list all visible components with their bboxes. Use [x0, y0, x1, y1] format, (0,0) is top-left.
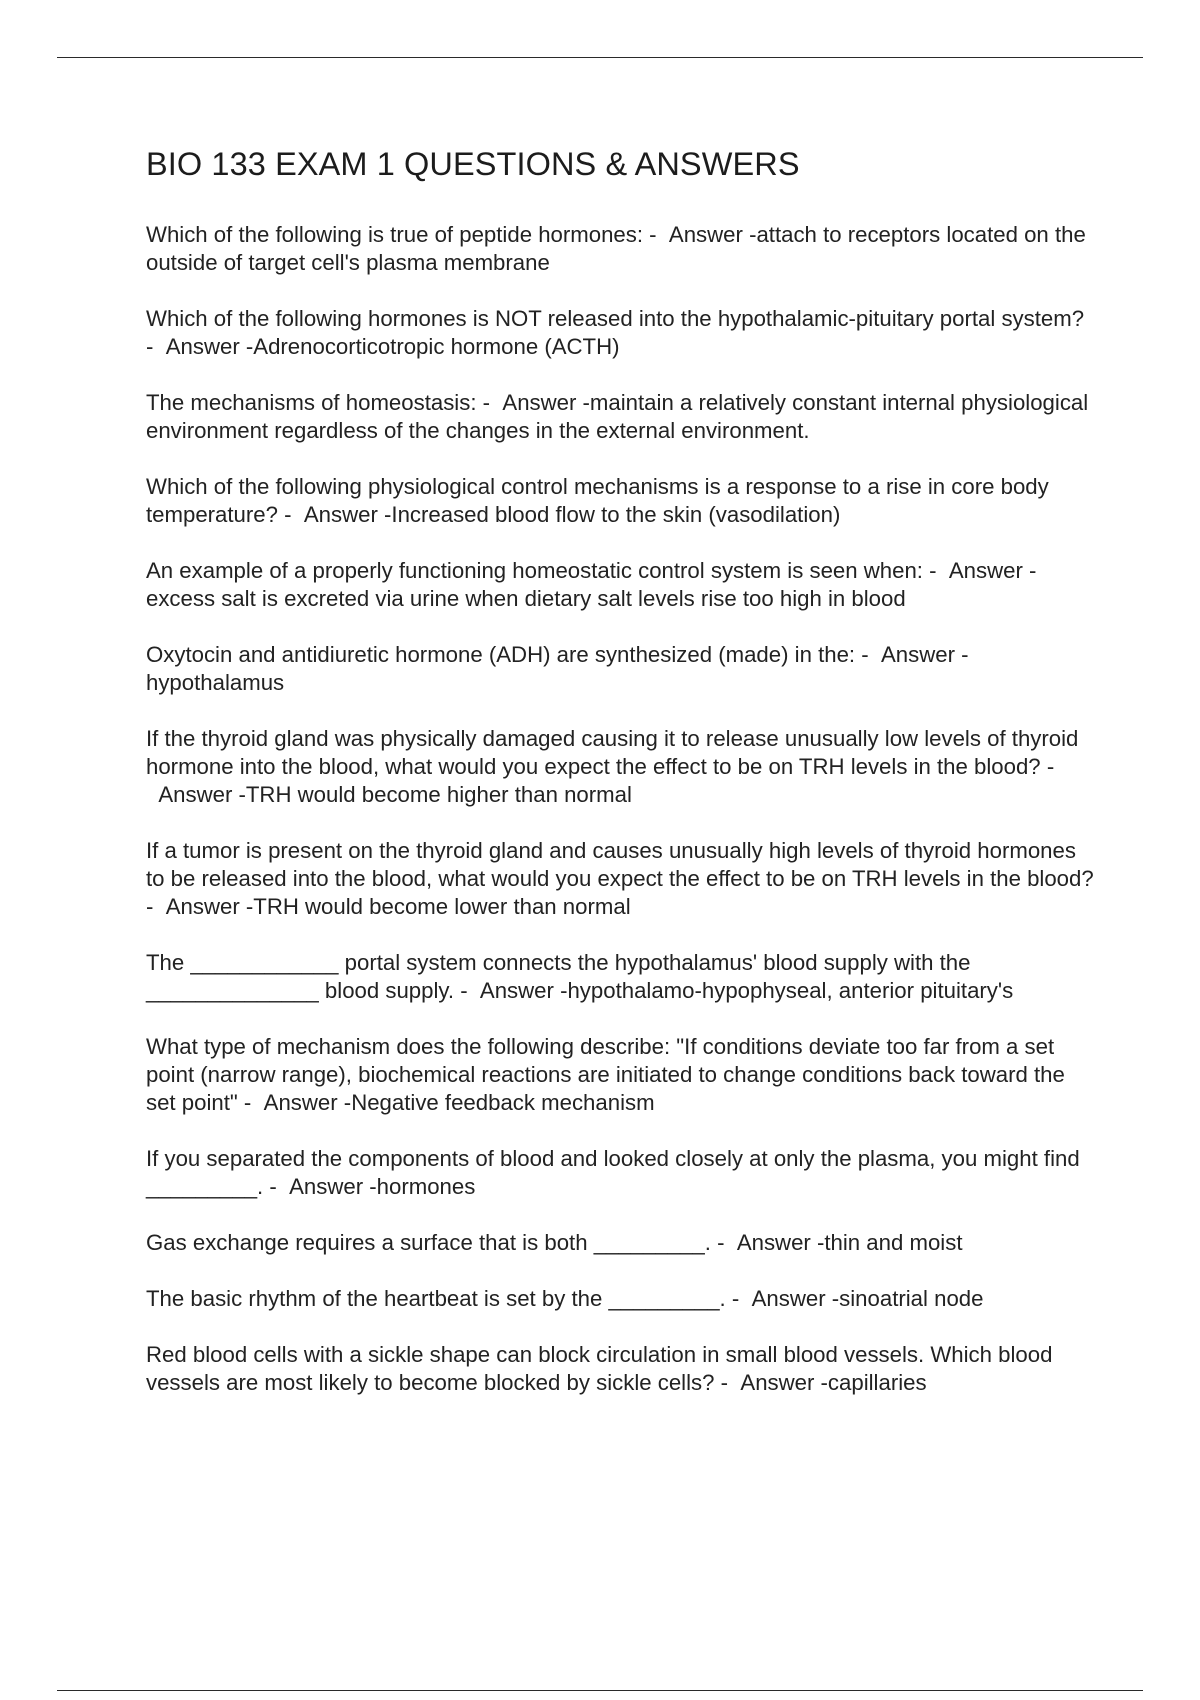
answer-text: Answer -Increased blood flow to the skin (vasodilation) [303, 502, 841, 527]
qa-item [146, 725, 1096, 809]
qa-item [146, 1285, 1096, 1313]
qa-item [146, 1033, 1096, 1117]
answer-text: Answer -TRH would become lower than normal [165, 894, 631, 919]
answer-text: Answer -Negative feedback mechanism [263, 1090, 655, 1115]
qa-item [146, 949, 1096, 1005]
qa-item [146, 1341, 1096, 1397]
answer-text: Answer -attach to receptors located on the outside of target cell's plasma membrane [146, 222, 1086, 275]
qa-item [146, 221, 1096, 277]
answer-text: Answer -hormones [289, 1174, 476, 1199]
question-text: Which of the following physiological control mechanisms is a response to a rise in core body temperature? - [146, 474, 1049, 527]
question-text: Oxytocin and antidiuretic hormone (ADH) are synthesized (made) in the: - [146, 642, 869, 667]
qa-list [146, 221, 1096, 1397]
question-text: Which of the following hormones is NOT released into the hypothalamic-pituitary portal system? - [146, 306, 1085, 359]
question-text: The ____________ portal system connects the hypothalamus' blood supply with the ______________ blood supply. - [146, 950, 971, 1003]
answer-text: Answer -Adrenocorticotropic hormone (ACTH) [165, 334, 620, 359]
qa-item [146, 305, 1096, 361]
document-body [146, 140, 1096, 1425]
question-text: The basic rhythm of the heartbeat is set by the _________. - [146, 1286, 740, 1311]
question-text: If a tumor is present on the thyroid gland and causes unusually high levels of thyroid hormones to be released into the blood, what would you expect the effect to be on TRH levels in the blood? - [146, 838, 1094, 919]
qa-item [146, 473, 1096, 529]
top-rule [57, 57, 1143, 58]
question-text: Gas exchange requires a surface that is both _________. - [146, 1230, 725, 1255]
qa-item [146, 1229, 1096, 1257]
answer-text: Answer -sinoatrial node [751, 1286, 984, 1311]
answer-text: Answer -thin and moist [736, 1230, 963, 1255]
question-text: Which of the following is true of peptide hormones: - [146, 222, 657, 247]
bottom-rule [57, 1690, 1143, 1691]
question-text: An example of a properly functioning homeostatic control system is seen when: - [146, 558, 937, 583]
qa-item [146, 837, 1096, 921]
question-text: If the thyroid gland was physically damaged causing it to release unusually low levels of thyroid hormone into the blood, what would you expect the effect to be on TRH levels in the blood? - [146, 726, 1079, 779]
answer-text: Answer -maintain a relatively constant internal physiological environment regardless of the changes in the external environment. [146, 390, 1089, 443]
document-title: BIO 133 EXAM 1 QUESTIONS & ANSWERS [146, 146, 800, 182]
answer-text: Answer -capillaries [740, 1370, 927, 1395]
qa-item [146, 641, 1096, 697]
question-text: Red blood cells with a sickle shape can block circulation in small blood vessels. Which blood vessels are most likely to become blocked by sickle cells? - [146, 1342, 1053, 1395]
answer-text: Answer -hypothalamus [146, 642, 969, 695]
question-text: The mechanisms of homeostasis: - [146, 390, 491, 415]
answer-text: Answer -hypothalamo-hypophyseal, anterior pituitary's [479, 978, 1014, 1003]
question-text: If you separated the components of blood and looked closely at only the plasma, you might find _________. - [146, 1146, 1080, 1199]
answer-text: Answer -excess salt is excreted via urine when dietary salt levels rise too high in blood [146, 558, 1037, 611]
question-text: What type of mechanism does the following describe: "If conditions deviate too far from a set point (narrow range), biochemical reactions are initiated to change conditions back toward the set point" - [146, 1034, 1065, 1115]
answer-text: Answer -TRH would become higher than normal [158, 782, 632, 807]
qa-item [146, 557, 1096, 613]
qa-item [146, 1145, 1096, 1201]
qa-item [146, 389, 1096, 445]
